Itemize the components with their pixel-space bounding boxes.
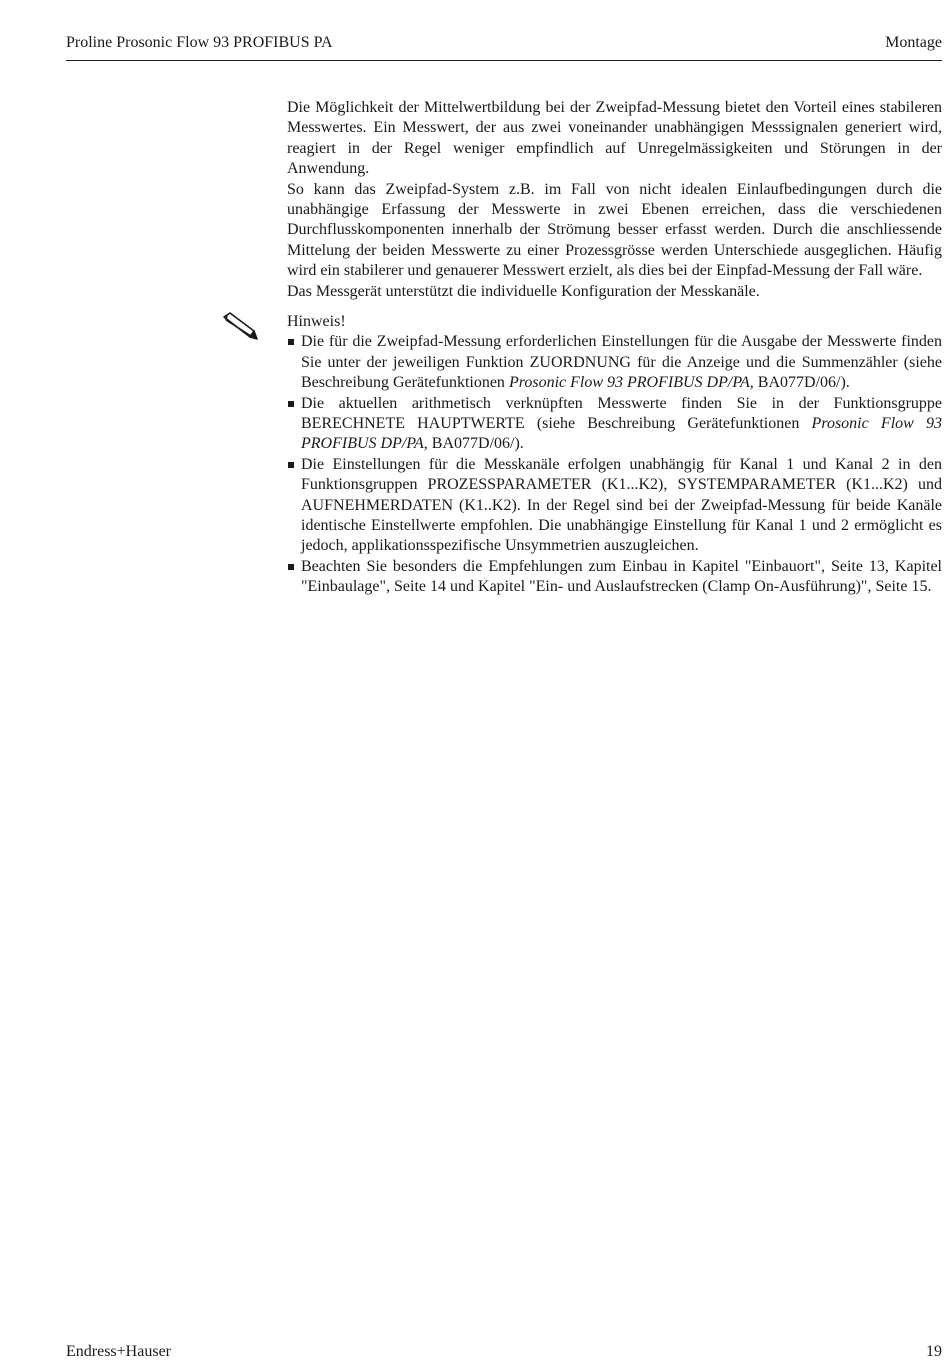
list-item: Die aktuellen arithmetisch verknüpften Messwerte finden Sie in der Funktionsgruppe BERECHNETE HAUPTWERTE (siehe Beschreibung Gerätefunktionen Prosonic Flow 93 PROFIBUS DP/PA, BA077D/06/). (287, 394, 942, 455)
paragraph: Das Messgerät unterstützt die individuelle Konfiguration der Messkanäle. (287, 282, 760, 300)
note-block (287, 312, 942, 598)
paragraph: Die Möglichkeit der Mittelwertbildung bei der Zweipfad-Messung bietet den Vorteil eines stabileren Messwertes. Ein Messwert, der aus zwei voneinander unabhängigen Messsignalen generiert wird, reagiert in der Regel weniger empfindlich auf Unregelmässigkeiten und Störungen in der Anwendung. (287, 99, 942, 178)
list-item: Die Einstellungen für die Messkanäle erfolgen unabhängig für Kanal 1 und Kanal 2 in den Funktionsgruppen PROZESSPARAMETER (K1...K2), SYSTEMPARAMETER (K1...K2) und AUFNEHMERDATEN (K1..K2). In der Regel sind bei der Zweipfad-Messung für beide Kanäle identische Einstellwerte empfohlen. Die unabhängige Einstellung für Kanal 1 und 2 ermöglicht es jedoch, applikationsspezifische Unsymmetrien auszugleichen. (287, 455, 942, 557)
body-text (287, 98, 942, 302)
pencil-icon (218, 311, 258, 341)
page-number: 19 (926, 1343, 942, 1360)
list-item: Die für die Zweipfad-Messung erforderlichen Einstellungen für die Ausgabe der Messwerte finden Sie unter der jeweiligen Funktion ZUORDNUNG für die Anzeige und die Summenzähler (siehe Beschreibung Gerätefunktionen Prosonic Flow 93 PROFIBUS DP/PA, BA077D/06/). (287, 332, 942, 393)
footer-brand: Endress+Hauser (66, 1343, 171, 1360)
document-title: Proline Prosonic Flow 93 PROFIBUS PA (66, 34, 333, 51)
section-title: Montage (885, 34, 942, 51)
note-list (287, 332, 942, 597)
list-item: Beachten Sie besonders die Empfehlungen zum Einbau in Kapitel "Einbauort", Seite 13, Kapitel "Einbaulage", Seite 14 und Kapitel "Ein- und Auslaufstrecken (Clamp On-Ausführung)", Seite 15. (287, 557, 942, 598)
note-title: Hinweis! (287, 313, 346, 330)
paragraph: So kann das Zweipfad-System z.B. im Fall von nicht idealen Einlaufbedingungen durch die unabhängige Erfassung der Messwerte in zwei Ebenen erreichen, dass die verschiedenen Durchflusskomponenten innerhalb der Strömung besser erfasst werden. Durch die anschliessende Mittelung der beiden Messwerte zu einer Prozessgrösse werden Unterschiede ausgeglichen. Häufig wird ein stabilerer und genauerer Messwert erzielt, als dies bei der Einpfad-Messung der Fall wäre. (287, 180, 942, 280)
page-header (66, 32, 942, 61)
